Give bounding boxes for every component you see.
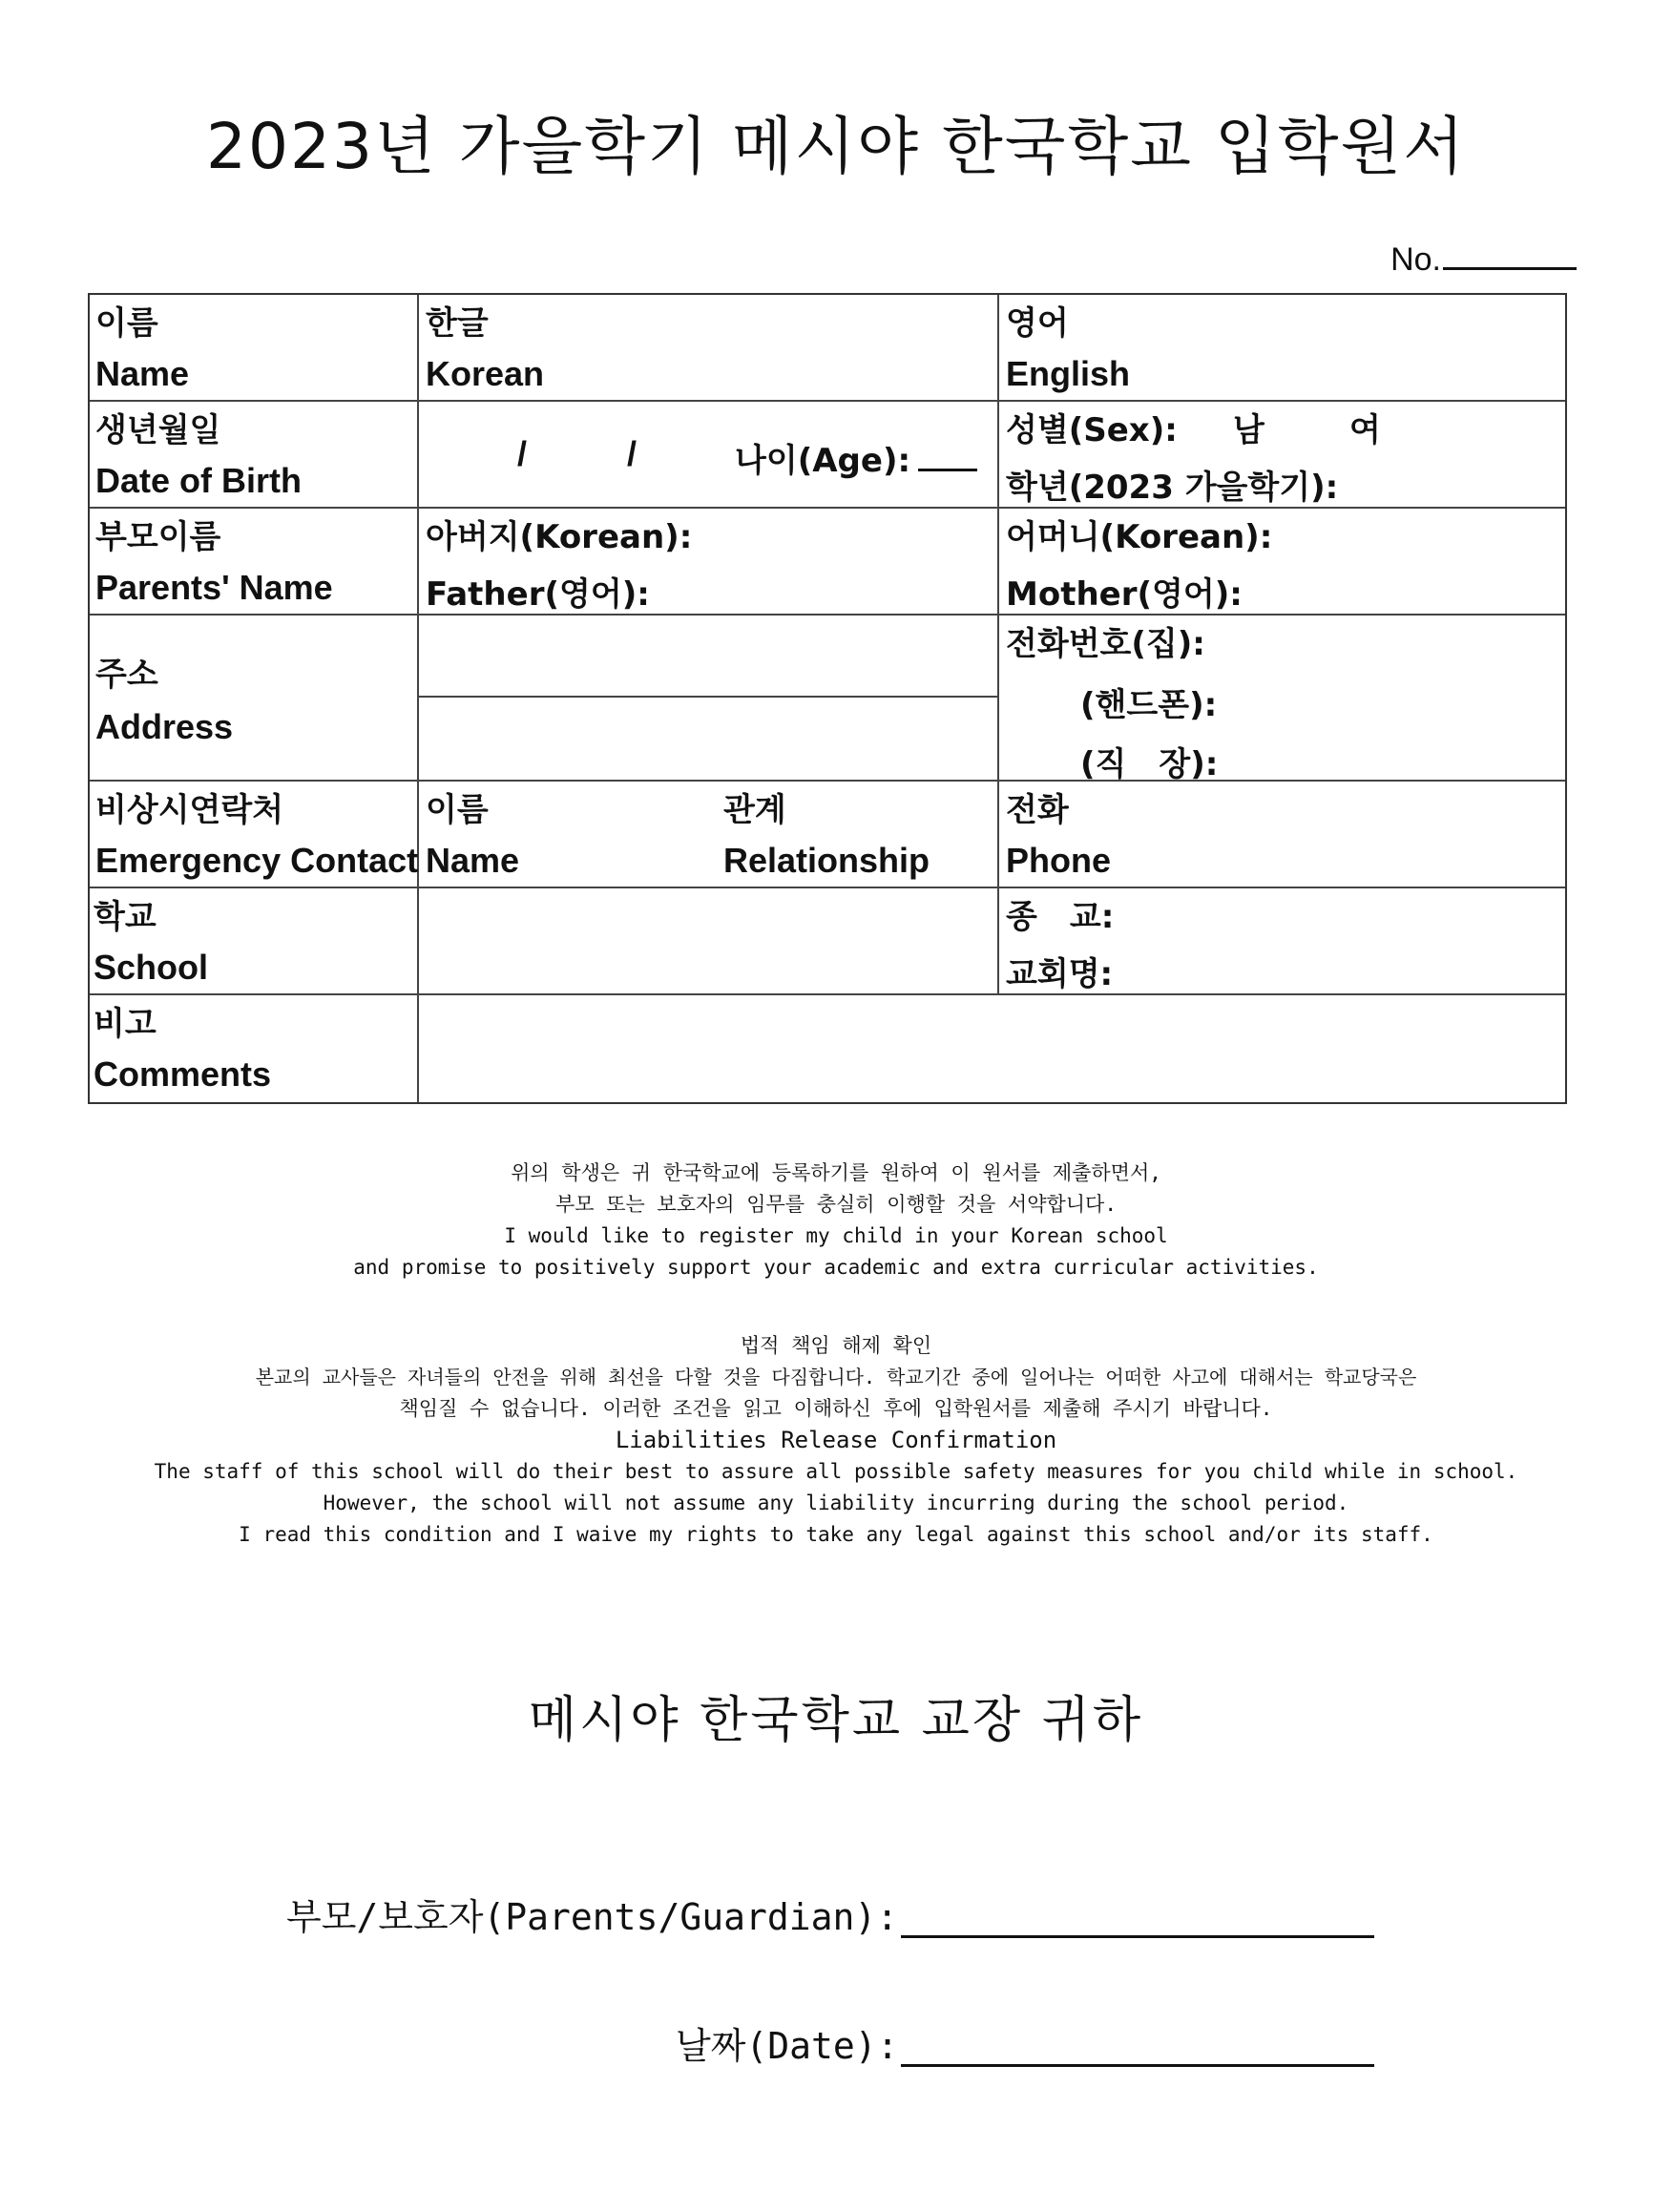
mother-korean-label: 어머니(Korean): xyxy=(1006,518,1273,556)
parents-label-en: Parents' Name xyxy=(95,568,333,607)
address-label-ko: 주소 xyxy=(95,656,158,694)
application-form-table xyxy=(88,293,1567,1104)
age-field[interactable] xyxy=(735,434,977,481)
english-name-label-ko: 영어 xyxy=(1006,304,1069,343)
emergency-label-ko: 비상시연락처 xyxy=(95,791,284,829)
liability-heading-en: Liabilities Release Confirmation xyxy=(615,1427,1057,1453)
sex-option-female[interactable]: 여 xyxy=(1349,411,1381,449)
cell-phone-label: (핸드폰): xyxy=(1080,686,1218,724)
grade-label: 학년(2023 가을학기): xyxy=(1006,469,1339,507)
address-line-1-field[interactable] xyxy=(419,616,997,696)
name-label-en: Name xyxy=(95,354,190,393)
father-korean-label: 아버지(Korean): xyxy=(426,518,693,556)
row-divider xyxy=(90,780,1565,782)
dob-label-en: Date of Birth xyxy=(95,461,302,500)
pledge-line: 부모 또는 보호자의 임무를 충실히 이행할 것을 서약합니다. xyxy=(554,1193,1117,1216)
dob-slash: / xyxy=(517,434,528,473)
emergency-name-label-en: Name xyxy=(426,841,520,880)
date-label: 날짜(Date): xyxy=(676,2025,899,2067)
school-label-ko: 학교 xyxy=(94,898,157,936)
comments-label-ko: 비고 xyxy=(94,1005,157,1043)
father-english-label: Father(영어): xyxy=(426,575,650,614)
document-number-label: No. xyxy=(1390,241,1441,278)
english-name-field[interactable] xyxy=(999,295,1565,400)
parent-signature-label: 부모/보호자(Parents/Guardian): xyxy=(286,1896,899,1938)
home-phone-label: 전화번호(집): xyxy=(1006,625,1205,663)
liability-line: However, the school will not assume any liability incurring during the school period. xyxy=(323,1492,1349,1514)
liability-line: I read this condition and I waive my rights to take any legal against this school and/or its staff. xyxy=(239,1523,1433,1546)
comments-field[interactable] xyxy=(419,995,1565,1102)
emergency-label-en: Emergency Contact xyxy=(95,841,419,880)
emergency-phone-label-en: Phone xyxy=(1006,841,1112,880)
liability-release xyxy=(0,1330,1672,1551)
parent-signature-line[interactable] xyxy=(901,1935,1374,1938)
comments-label-en: Comments xyxy=(94,1054,272,1094)
korean-name-label-en: Korean xyxy=(426,354,545,393)
document-number xyxy=(1390,239,1577,279)
emergency-relationship-label-ko: 관계 xyxy=(723,791,786,829)
liability-line: 본교의 교사들은 자녀들의 안전을 위해 최선을 다할 것을 다짐합니다. 학교기간 중에 일어나는 어떠한 사고에 대해서는 학교당국은 xyxy=(255,1366,1417,1388)
mother-english-label: Mother(영어): xyxy=(1006,575,1243,614)
emergency-phone-label-ko: 전화 xyxy=(1006,791,1069,829)
row-divider xyxy=(90,507,1565,509)
page-title: 2023년 가을학기 메시야 한국학교 입학원서 xyxy=(206,110,1466,183)
pledge-line: I would like to register my child in your Korean school xyxy=(504,1224,1168,1247)
work-phone-label: (직 장): xyxy=(1080,745,1219,783)
date-line[interactable] xyxy=(901,2064,1374,2067)
school-label-en: School xyxy=(94,948,209,987)
korean-name-label-ko: 한글 xyxy=(426,304,489,343)
religion-label: 종 교: xyxy=(1006,898,1115,936)
pledge-line: and promise to positively support your academic and extra curricular activities. xyxy=(353,1256,1319,1279)
sex-option-male[interactable]: 남 xyxy=(1233,411,1264,449)
sex-label: 성별(Sex): xyxy=(1006,411,1178,449)
school-field[interactable] xyxy=(419,888,997,993)
dob-slash: / xyxy=(627,434,637,473)
liability-heading-ko: 법적 책임 해제 확인 xyxy=(740,1334,932,1357)
age-label: 나이(Age): xyxy=(735,442,911,480)
church-name-label: 교회명: xyxy=(1006,955,1114,993)
pledge-line: 위의 학생은 귀 한국학교에 등록하기를 원하여 이 원서를 제출하면서, xyxy=(511,1161,1161,1184)
addressee-principal: 메시야 한국학교 교장 귀하 xyxy=(528,1692,1144,1749)
english-name-label-en: English xyxy=(1006,354,1131,393)
emergency-name-label-ko: 이름 xyxy=(426,791,489,829)
parents-label-ko: 부모이름 xyxy=(95,518,221,556)
name-label-ko: 이름 xyxy=(95,304,158,343)
liability-line: The staff of this school will do their best to assure all possible safety measures for you child while in school. xyxy=(154,1460,1518,1483)
age-blank[interactable] xyxy=(918,444,977,471)
document-number-field[interactable] xyxy=(1443,239,1577,270)
liability-line: 책임질 수 없습니다. 이러한 조건을 읽고 이해하신 후에 입학원서를 제출해 주시기 바랍니다. xyxy=(399,1397,1273,1420)
emergency-relationship-label-en: Relationship xyxy=(723,841,930,880)
pledge-statement xyxy=(0,1158,1672,1283)
address-line-2-field[interactable] xyxy=(419,698,997,780)
korean-name-field[interactable] xyxy=(419,295,997,400)
dob-label-ko: 생년월일 xyxy=(95,411,221,449)
address-label-en: Address xyxy=(95,707,234,746)
